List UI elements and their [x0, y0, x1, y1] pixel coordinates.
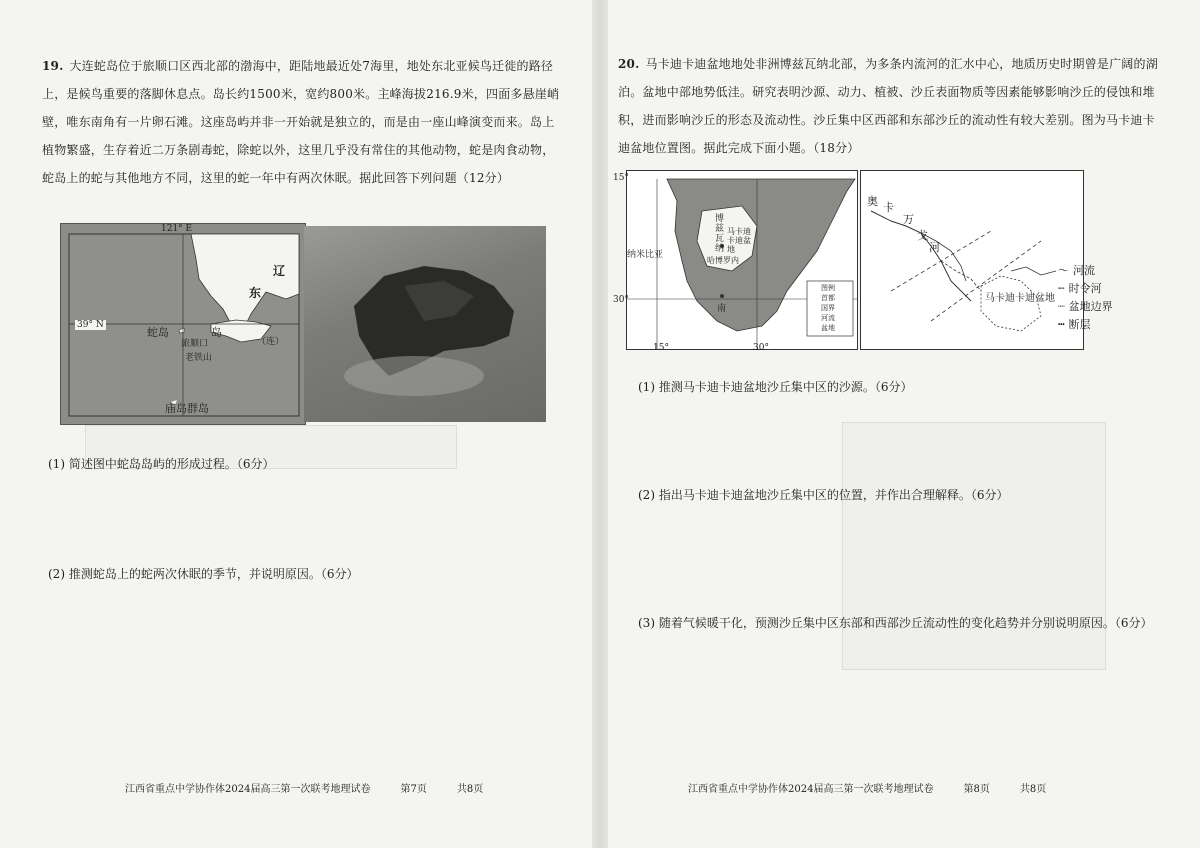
map20a-lat30: 30°	[613, 295, 629, 305]
snake-island-photo-svg	[304, 226, 546, 422]
right-footer-page: 第8页	[963, 784, 990, 795]
basin-map-svg	[861, 171, 1083, 349]
river-line-icon: 〜	[1058, 264, 1069, 277]
page-gutter	[592, 0, 608, 848]
map20b-river-ao: 奥	[867, 195, 878, 208]
map19-lian: （连）	[257, 337, 285, 347]
map20a-lon15: 15°	[653, 343, 669, 353]
question-19-sub2: (2) 推测蛇岛上的蛇两次休眠的季节，并说明原因。（6分）	[48, 567, 359, 581]
map19-region2: 东	[249, 286, 262, 300]
question-20-number: 20.	[618, 57, 640, 71]
map19-region1: 辽	[273, 264, 286, 278]
map20a-makadi: 马卡迪卡迪盆地	[727, 227, 751, 254]
map19-dao: 岛	[211, 326, 222, 339]
question-19-body: 大连蛇岛位于旅顺口区西北部的渤海中，距陆地最近处7海里，地处东北亚候鸟迁徙的路径上，是候鸟重要的落脚休息点。岛长约1500米，宽约800米。主峰海拔216.9米，四面多悬崖峭壁，唯东南角有一片卵石滩。这座岛屿并非一开始就是独立的，而是由一座山峰演变而来。岛上植物繁盛，生存着近二万条剧毒蛇，除蛇以外，这里几乎没有常住的其他动物，蛇是肉食动物，蛇岛上的蛇与其他地方不同，这里的蛇一年中有两次休眠。据此回答下列问题（12分）	[42, 59, 560, 185]
map20a-na: 纳	[715, 244, 725, 254]
map20b-river-ka: 卡	[883, 201, 894, 214]
map20a-legend-river: 河流	[821, 314, 835, 322]
left-footer	[125, 780, 483, 795]
map20a-legend-capital: 首都	[821, 294, 835, 302]
question-20-sub2: (2) 指出马卡迪卡迪盆地沙丘集中区的位置，并作出合理解释。（6分）	[638, 488, 1009, 502]
map20a-lat15: 15°	[613, 173, 629, 183]
map19-snake-island: 蛇岛	[147, 326, 169, 339]
map20b-river-ge: 戈	[917, 229, 928, 242]
map20a-gaborone: 哈博罗内	[707, 256, 739, 265]
map20a-namibia: 纳米比亚	[627, 250, 664, 260]
legend-boundary: 盆地边界	[1068, 300, 1113, 313]
map20a-bo: 博	[715, 214, 725, 224]
map19-miaodao: 庙岛群岛	[165, 402, 209, 415]
legend-boundary-row	[1058, 298, 1113, 316]
legend-seasonal: 时令河	[1068, 282, 1102, 295]
map20a-zi: 兹	[715, 224, 725, 234]
question-20-sub1: (1) 推测马卡迪卡迪盆地沙丘集中区的沙源。（6分）	[638, 380, 913, 394]
map20a-south: 南	[717, 304, 727, 314]
question-20-body: 马卡迪卡迪盆地地处非洲博兹瓦纳北部，为多条内流河的汇水中心，地质历史时期曾是广阔的湖泊。盆地中部地势低洼。研究表明沙源、动力、植被、沙丘表面物质等因素能够影响沙丘的侵蚀和堆积，进而影响沙丘的形态及流动性。沙丘集中区西部和东部沙丘的流动性有较大差别。图为马卡迪卡迪盆地位置图。据此完成下面小题。（18分）	[618, 57, 1158, 155]
basin-map-legend	[1058, 262, 1113, 334]
question-20-text	[618, 50, 1158, 162]
map20b-river-wan: 万	[903, 213, 914, 226]
legend-fault: 断层	[1068, 318, 1091, 331]
map19-lon-label: 121° E	[161, 224, 193, 234]
question-19-sub1: (1) 简述图中蛇岛岛屿的形成过程。（6分）	[48, 457, 275, 471]
left-footer-page: 第7页	[400, 784, 427, 795]
map20a-legend-title: 图例	[821, 284, 835, 292]
left-footer-title: 江西省重点中学协作体2024届高三第一次联考地理试卷	[125, 784, 371, 795]
legend-river: 河流	[1073, 264, 1095, 277]
map20a-legend-border: 国界	[821, 304, 835, 312]
legend-river-row	[1058, 262, 1113, 280]
map19-lushunkou: 旅顺口	[181, 339, 209, 349]
question-19-number: 19.	[42, 59, 64, 73]
map20a-legend-basin: 盆地	[821, 324, 835, 332]
map20b-basin: 马卡迪卡迪盆地	[985, 293, 1055, 304]
map19-lat-label: 39° N	[77, 320, 104, 330]
answer-area-20[interactable]	[842, 422, 1106, 670]
right-footer-title: 江西省重点中学协作体2024届高三第一次联考地理试卷	[688, 784, 934, 795]
question-20-sub3: (3) 随着气候暖干化，预测沙丘集中区东部和西部沙丘流动性的变化趋势并分别说明原因。（6分）	[638, 616, 1153, 630]
map20a-wa: 瓦	[715, 234, 725, 244]
boundary-line-icon: ┈	[1058, 300, 1065, 313]
seasonal-river-icon: ╌	[1058, 282, 1065, 295]
map19-laotieshan: 老铁山	[185, 353, 213, 363]
fault-line-icon: ┅	[1058, 318, 1065, 331]
makgadikgadi-basin-map	[860, 170, 1084, 350]
legend-seasonal-row	[1058, 280, 1113, 298]
map20b-river-he: 河	[929, 241, 940, 254]
question-19-text	[42, 52, 562, 192]
snake-island-map	[60, 223, 306, 425]
snake-island-photo	[304, 226, 546, 422]
left-footer-total: 共8页	[456, 784, 484, 795]
right-footer-total: 共8页	[1019, 784, 1047, 795]
southern-africa-map	[613, 170, 858, 353]
legend-fault-row	[1058, 316, 1113, 334]
map20a-lon30: 30°	[753, 343, 769, 353]
right-footer	[688, 780, 1046, 795]
